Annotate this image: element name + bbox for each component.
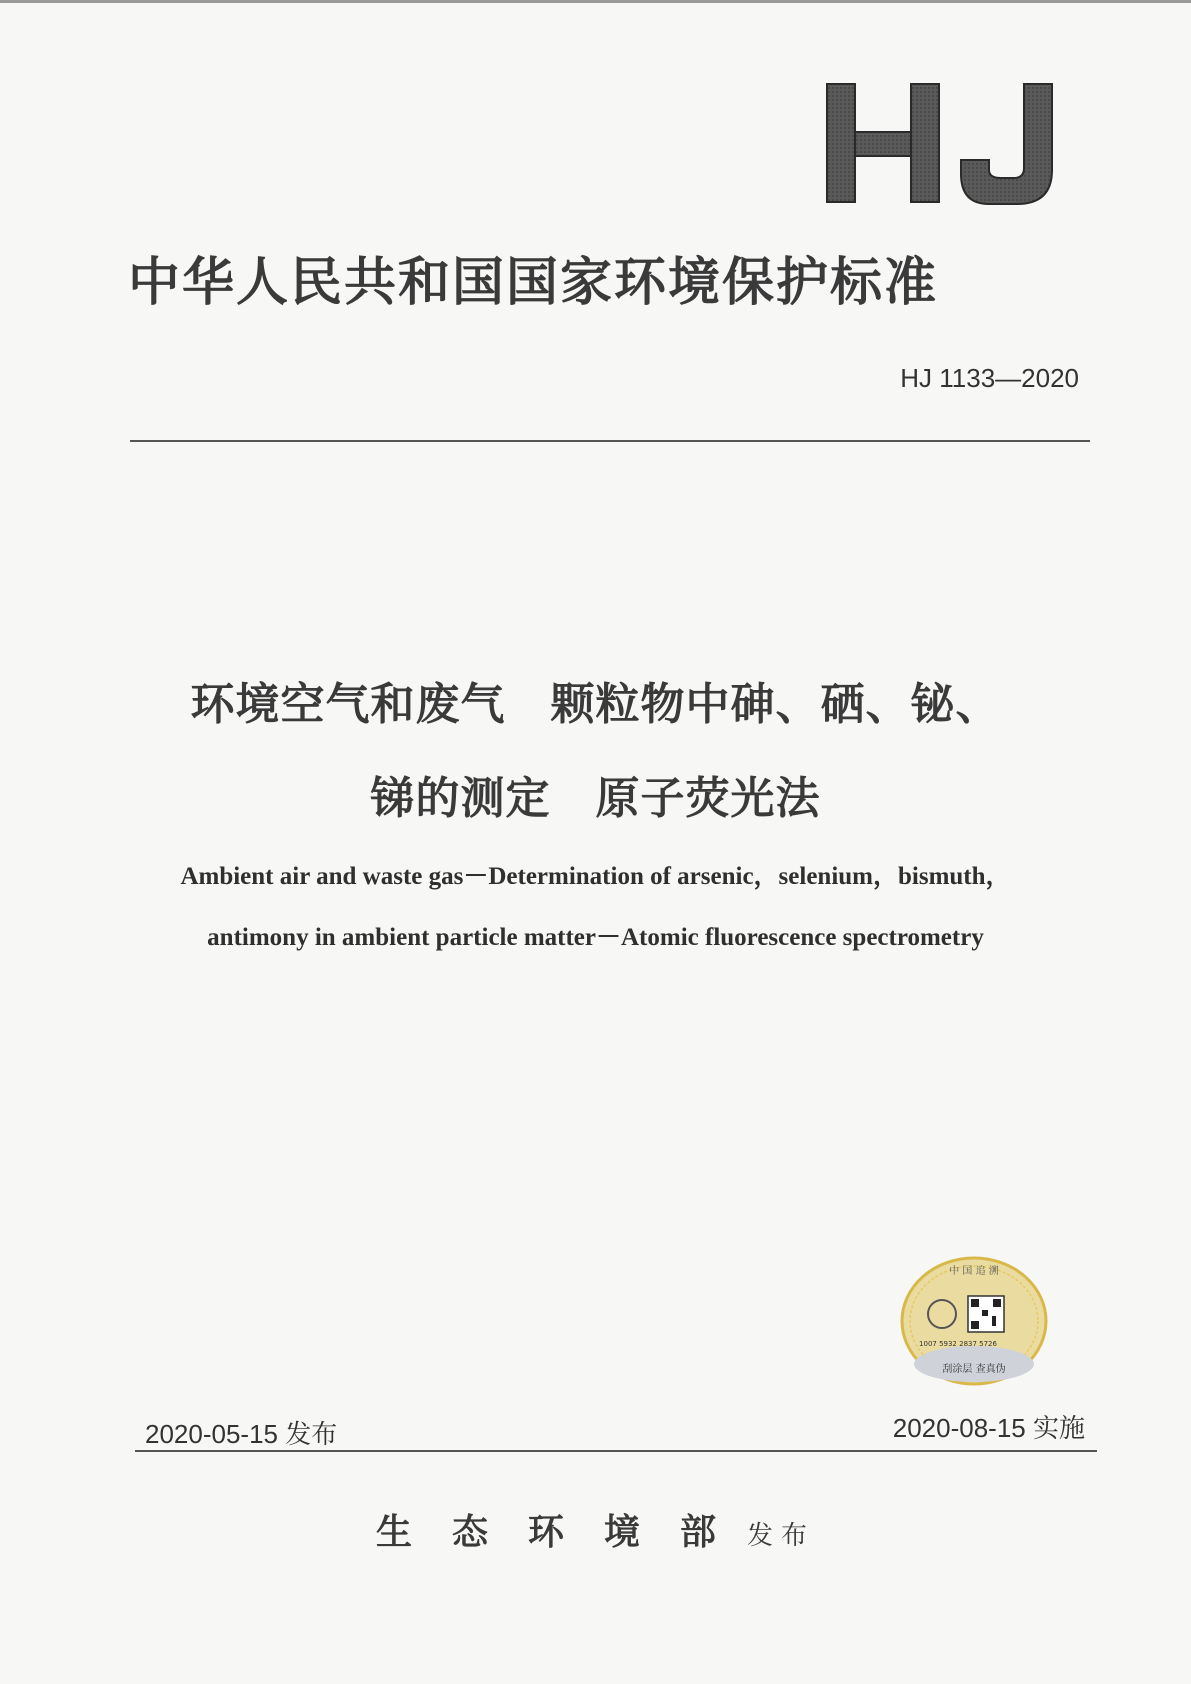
publisher-suffix: 发布 [747,1521,816,1551]
publisher-name: 生态环境部 [375,1511,756,1553]
standard-number: HJ 1133—2020 [900,363,1079,393]
issuing-authority-title: 中华人民共和国国家环境保护标准 [128,252,939,313]
chinese-title-line-1: 环境空气和废气 颗粒物中砷、硒、铋、 [190,679,1001,730]
footer-divider [135,1450,1097,1452]
header-divider [130,440,1090,442]
seal-code-text: 1007 5932 2837 5726 [919,1340,997,1348]
scan-edge-line [0,0,1191,3]
anti-counterfeit-seal [900,1256,1048,1386]
seal-graphic [900,1256,1048,1386]
implementation-date: 2020-08-15 实施 [892,1413,1085,1443]
hj-logo-graphic [819,78,1069,210]
english-title-line-2: antimony in ambient particle matter－Atomic fluorescence spectrometry [207,924,984,951]
publisher-line [0,1504,1191,1555]
seal-bottom-text: 刮涂层 查真伪 [942,1364,1006,1375]
publish-date: 2020-05-15 发布 [145,1419,338,1449]
chinese-title-line-2: 锑的测定 原子荧光法 [370,773,821,824]
english-title-line-1: Ambient air and waste gas－Determination of arsenic，selenium，bismuth， [180,863,1011,890]
seal-top-text: 中 国 追 溯 [949,1266,999,1277]
hj-logo [819,78,1069,210]
